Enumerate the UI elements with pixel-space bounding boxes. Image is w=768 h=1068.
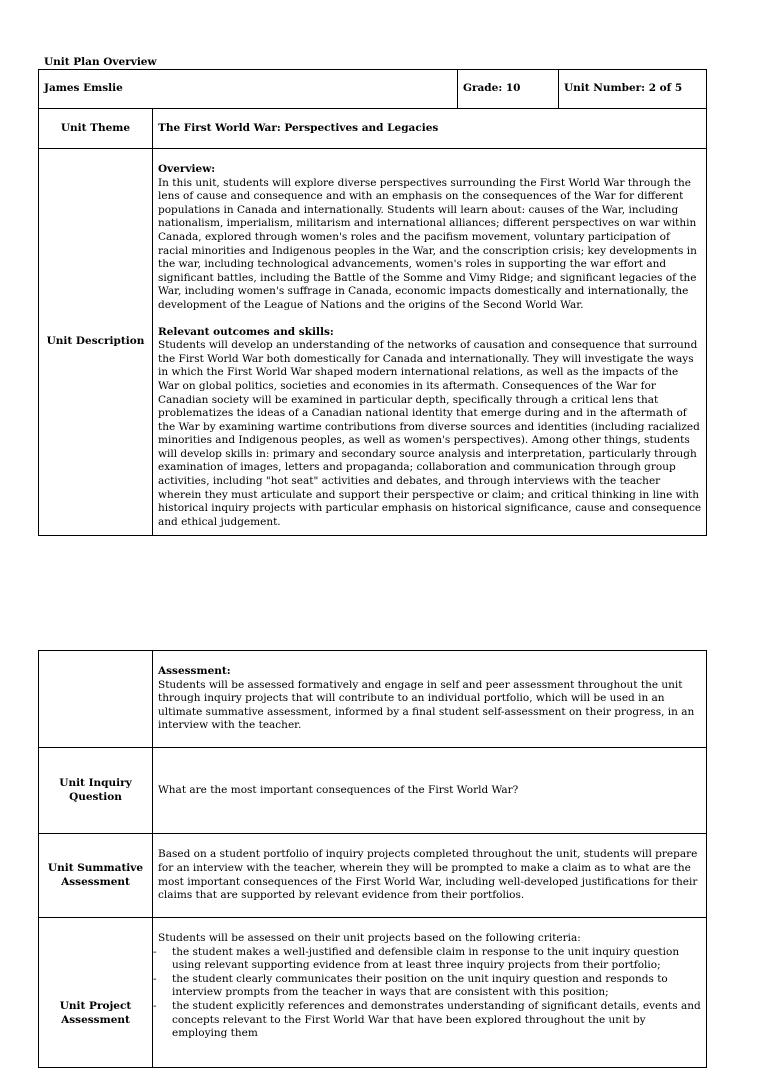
unit-theme-label: Unit Theme: [39, 109, 153, 149]
summative-assessment-row: [39, 834, 707, 918]
project-assessment-content: [153, 918, 707, 1068]
page-title: Unit Plan Overview: [44, 56, 157, 68]
header-row: [39, 70, 707, 109]
grade-cell: Grade: 10: [458, 70, 559, 109]
unit-theme-value: The First World War: Perspectives and Legacies: [153, 109, 707, 149]
unit-overview-table: [38, 69, 707, 536]
assessment-row: [39, 651, 707, 748]
summative-assessment-value: Based on a student portfolio of inquiry projects completed throughout the unit, students will prepare for an interview with the teacher, wherein they will be prompted to make a claim as to what are the most important consequences of the First World War, including well-developed justifications for their claims that are supported by relevant evidence from their portfolios.: [153, 834, 707, 918]
teacher-name: James Emslie: [39, 70, 458, 109]
unit-description-row: [39, 149, 707, 536]
unit-theme-row: [39, 109, 707, 149]
overview-text: In this unit, students will explore diverse perspectives surrounding the First World War through the lens of cause and consequence and with an emphasis on the consequences of the War for different populations in Canada and internationally. Students will learn about: causes of the War, including nationalism, imperialism, militarism and international alliances; different perspectives on war within Canada, explored through women's roles and the pacifism movement, voluntary participation of racial minorities and Indigenous peoples in the War, and the conscription crisis; key developments in the war, including technological advancements, women's roles in supporting the war effort and significant battles, including the Battle of the Somme and Vimy Ridge; and significant legacies of the War, including women's suffrage in Canada, economic impacts domestically and internationally, the development of the League of Nations and the origins of the Second World War.: [158, 176, 697, 311]
assessment-table: [38, 650, 707, 1068]
assessment-empty-label: [39, 651, 153, 748]
inquiry-question-label: Unit Inquiry Question: [39, 748, 153, 834]
assessment-text: Students will be assessed formatively and engage in self and peer assessment throughout the unit through inquiry projects that will contribute to an individual portfolio, which will be used in an ultimate summative assessment, informed by a final student self-assessment on their progress, in an interview with the teacher.: [158, 678, 695, 732]
inquiry-question-value: What are the most important consequences of the First World War?: [153, 748, 707, 834]
project-assessment-row: [39, 918, 707, 1068]
inquiry-question-row: [39, 748, 707, 834]
criteria-item: - the student clearly communicates their position on the unit inquiry question and responds to interview prompts from the teacher in ways that are consistent with this position;: [158, 973, 702, 1000]
unit-number-cell: Unit Number: 2 of 5: [559, 70, 707, 109]
unit-description-label: Unit Description: [39, 149, 153, 536]
assessment-heading: Assessment:: [158, 665, 231, 678]
unit-description-content: [153, 149, 707, 536]
summative-assessment-label: Unit Summative Assessment: [39, 834, 153, 918]
criteria-item: - the student makes a well-justified and defensible claim in response to the unit inquiry question using relevant supporting evidence from at least three inquiry projects from their portfolio;: [158, 946, 702, 973]
outcomes-heading: Relevant outcomes and skills:: [158, 325, 334, 338]
criteria-item: - the student explicitly references and demonstrates understanding of significant details, events and concepts relevant to the First World War that have been explored throughout the unit by employing them: [158, 1000, 702, 1041]
outcomes-text: Students will develop an understanding of the networks of causation and consequence that surround the First World War both domestically for Canada and internationally. They will investigate the ways in which the First World War shaped modern international relations, as well as the impacts of the War on global politics, societies and economies in its aftermath. Consequences of the War for Canadian society will be examined in particular depth, specifically through a critical lens that problematizes the ideas of a Canadian national identity that emerge during and in the aftermath of the War by examining wartime contributions from diverse sources and identities (including racialized minorities and Indigenous peoples, as well as women's perspectives). Among other things, students will develop skills in: primary and secondary source analysis and interpretation, particularly through examination of images, letters and propaganda; collaboration and communication through group activities, including "hot seat" activities and debates, and through interviews with the teacher wherein they must articulate and support their perspective or claim; and critical thinking in line with historical inquiry projects with particular emphasis on historical significance, cause and consequence and ethical judgement.: [158, 339, 702, 528]
project-assessment-intro: Students will be assessed on their unit projects based on the following criteria:: [158, 932, 581, 944]
overview-heading: Overview:: [158, 163, 216, 175]
assessment-content: [153, 651, 707, 748]
criteria-list: [158, 946, 702, 1041]
project-assessment-label: Unit Project Assessment: [39, 918, 153, 1068]
